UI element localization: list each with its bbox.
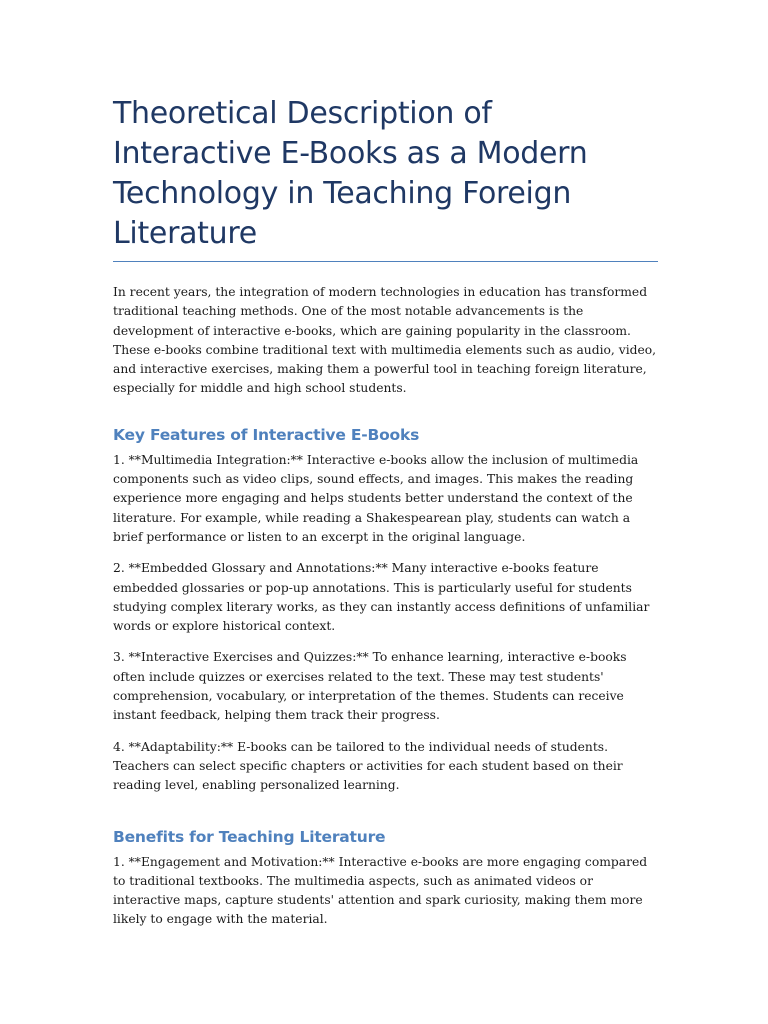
benefit-paragraph-1: 1. **Engagement and Motivation:** Interactive e-books are more engaging compared to traditional textbooks. The multimedia aspects, such as animated videos or interactive maps, capture students' attention and spark curiosity, making them more likely to engage with the material. — [113, 854, 648, 927]
section-heading-key-features: Key Features of Interactive E-Books — [113, 425, 420, 444]
key-feature-paragraph-1: 1. **Multimedia Integration:** Interactive e-books allow the inclusion of multimedia components such as video clips, sound effects, and images. This makes the reading experience more engaging and helps students better understand the context of the literature. For example, while reading a Shakespearean play, students can watch a brief performance or listen to an excerpt in the original language. — [113, 452, 639, 544]
key-feature-paragraph-2: 2. **Embedded Glossary and Annotations:** Many interactive e-books feature embedded glossaries or pop-up annotations. This is particularly useful for students studying complex literary works, as they can instantly access definitions of unfamiliar words or explore historical context. — [113, 561, 650, 634]
document-title: Theoretical Description of Interactive E-Books as a Modern Technology in Teaching Foreign Literature — [113, 94, 658, 262]
section-heading-benefits: Benefits for Teaching Literature — [113, 827, 386, 846]
key-feature-paragraph-3: 3. **Interactive Exercises and Quizzes:** To enhance learning, interactive e-books often include quizzes or exercises related to the text. These may test students' comprehension, vocabulary, or interpretation of the themes. Students can receive instant feedback, helping them track their progress. — [113, 650, 627, 723]
document-page — [113, 94, 658, 942]
key-feature-paragraph-4: 4. **Adaptability:** E-books can be tailored to the individual needs of students. Teachers can select specific chapters or activities for each student based on their reading level, enabling personalized learning. — [113, 739, 623, 793]
intro-paragraph: In recent years, the integration of modern technologies in education has transformed traditional teaching methods. One of the most notable advancements is the development of interactive e-books, which are gaining popularity in the classroom. These e-books combine traditional text with multimedia elements such as audio, video, and interactive exercises, making them a powerful tool in teaching foreign literature, especially for middle and high school students. — [113, 285, 657, 396]
